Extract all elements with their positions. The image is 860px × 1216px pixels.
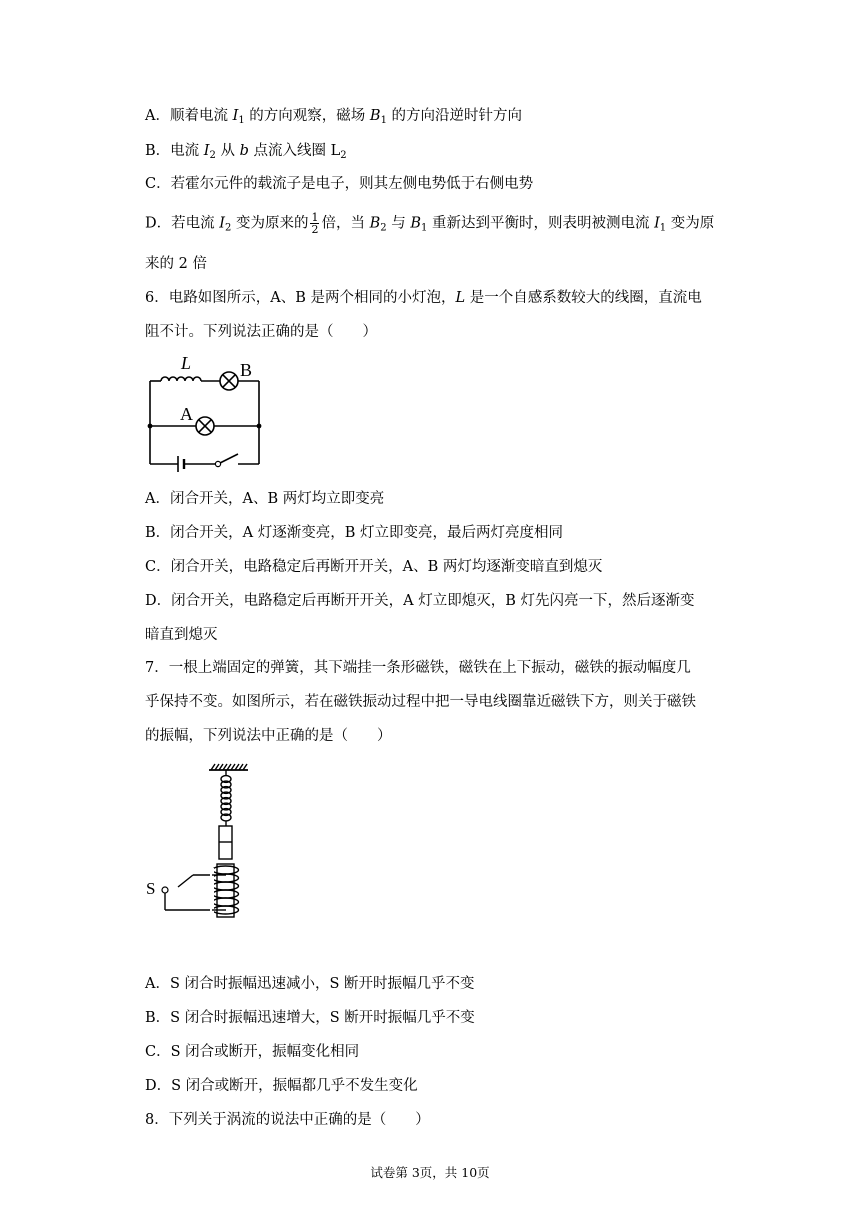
q5-option-c: C．若霍尔元件的载流子是电子，则其左侧电势低于右侧电势 xyxy=(145,176,534,192)
q6-stem-line2: 阻不计。下列说法正确的是（ ） xyxy=(145,324,377,340)
q6-circuit-diagram xyxy=(140,350,280,472)
q6-option-c: C．闭合开关，电路稳定后再断开开关，A、B 两灯均逐渐变暗直到熄灭 xyxy=(145,559,603,575)
q6-option-a: A．闭合开关，A、B 两灯均立即变亮 xyxy=(145,491,385,507)
fraction: $\frac{1}{2}$ xyxy=(311,211,319,236)
q6-option-b: B．闭合开关，A 灯逐渐变亮，B 灯立即变亮，最后两灯亮度相同 xyxy=(145,525,563,541)
q6-option-d-cont: 暗直到熄灭 xyxy=(145,627,218,643)
switch-contact xyxy=(215,461,220,466)
switch-contact xyxy=(162,887,168,893)
spring-icon xyxy=(221,776,231,821)
q8-stem: 8．下列关于涡流的说法中正确的是（ ） xyxy=(145,1112,430,1128)
q7-spring-magnet-diagram xyxy=(140,760,260,920)
q6-stem-line1: 6．电路如图所示，A、B 是两个相同的小灯泡，L 是一个自感系数较大的线圈，直流电 xyxy=(145,290,702,306)
label-a: A xyxy=(180,404,193,424)
inductor-coil xyxy=(161,377,201,381)
q5-option-d: D．若电流 $I_2$ 变为原来的 $\frac{1}{2}$ 倍，当 $B_2$ 与 $B_1$ 重新达到平衡时，则表明被测电流 $I_1$ 变为原 xyxy=(145,211,715,236)
q5-option-b: B．电流 $I_2$ 从 b 点流入线圈 $L_2$ xyxy=(145,143,347,161)
q5-option-a: A．顺着电流 $I_1$ 的方向观察，磁场 $B_1$ 的方向沿逆时针方向 xyxy=(145,108,523,126)
label-s: S xyxy=(146,879,156,898)
junction-dot xyxy=(148,424,153,429)
q6-option-d: D．闭合开关，电路稳定后再断开开关，A 灯立即熄灭，B 灯先闪亮一下，然后逐渐变 xyxy=(145,593,695,609)
switch-blade xyxy=(178,875,193,887)
junction-dot xyxy=(257,424,262,429)
q7-option-a: A．S 闭合时振幅迅速减小，S 断开时振幅几乎不变 xyxy=(145,976,475,992)
label-l: L xyxy=(181,353,192,373)
q7-option-d: D．S 闭合或断开，振幅都几乎不发生变化 xyxy=(145,1078,418,1094)
switch-blade xyxy=(220,454,238,463)
q7-stem-line3: 的振幅，下列说法中正确的是（ ） xyxy=(145,728,392,744)
q7-stem-line2: 乎保持不变。如图所示，若在磁铁振动过程中把一导电线圈靠近磁铁下方，则关于磁铁 xyxy=(145,694,696,710)
ceiling-hatch xyxy=(211,764,247,770)
q5-option-d-cont: 来的 2 倍 xyxy=(145,256,207,272)
label-b: B xyxy=(240,360,253,380)
q7-option-c: C．S 闭合或断开，振幅变化相同 xyxy=(145,1044,360,1060)
q7-option-b: B．S 闭合时振幅迅速增大，S 断开时振幅几乎不变 xyxy=(145,1010,475,1026)
q7-stem-line1: 7．一根上端固定的弹簧，其下端挂一条形磁铁，磁铁在上下振动，磁铁的振动幅度几 xyxy=(145,660,691,676)
page-footer: 试卷第 3页，共 10页 xyxy=(370,1165,490,1180)
